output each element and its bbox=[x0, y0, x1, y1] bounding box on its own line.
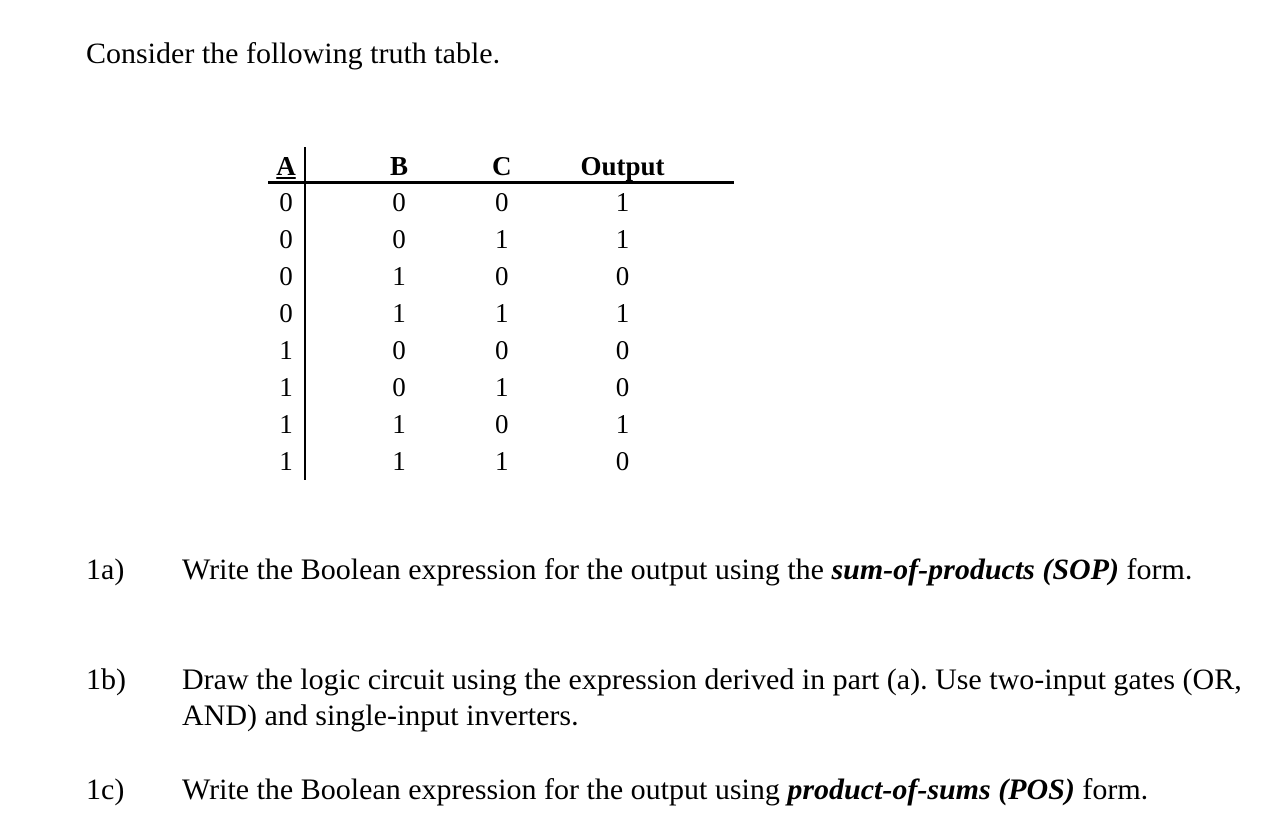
cell-a: 1 bbox=[268, 369, 305, 406]
cell-c: 1 bbox=[495, 372, 509, 402]
cell-b: 0 bbox=[392, 187, 406, 217]
question-number: 1c) bbox=[86, 773, 125, 806]
cell-output: 0 bbox=[615, 372, 630, 402]
table-row bbox=[268, 258, 734, 295]
question-text-after: form. bbox=[1119, 553, 1193, 586]
table-row bbox=[268, 332, 734, 369]
question-text bbox=[182, 552, 1242, 588]
cell-output: 0 bbox=[615, 446, 630, 476]
cell-c: 1 bbox=[495, 298, 509, 328]
cell-b: 1 bbox=[392, 261, 406, 291]
cell-a: 1 bbox=[268, 443, 305, 480]
cell-b: 0 bbox=[392, 335, 406, 365]
cell-c: 0 bbox=[495, 335, 509, 365]
truth-table bbox=[268, 147, 734, 480]
question-text-before: Write the Boolean expression for the output using the bbox=[182, 553, 832, 586]
cell-a: 0 bbox=[268, 221, 305, 258]
cell-c: 0 bbox=[495, 261, 509, 291]
cell-b: 0 bbox=[392, 224, 406, 254]
table-row bbox=[268, 183, 734, 222]
table-row bbox=[268, 221, 734, 258]
cell-a: 1 bbox=[268, 406, 305, 443]
cell-c: 0 bbox=[495, 409, 509, 439]
cell-output: 0 bbox=[615, 335, 630, 365]
cell-output: 1 bbox=[615, 409, 630, 439]
cell-a: 0 bbox=[268, 258, 305, 295]
cell-a: 1 bbox=[268, 332, 305, 369]
cell-c: 1 bbox=[495, 224, 509, 254]
intro-text: Consider the following truth table. bbox=[86, 37, 501, 70]
truth-table-header-row bbox=[268, 147, 734, 183]
cell-output: 1 bbox=[615, 298, 630, 328]
table-row bbox=[268, 443, 734, 480]
cell-b: 1 bbox=[392, 298, 406, 328]
header-output: Output bbox=[512, 147, 734, 183]
question-number: 1b) bbox=[86, 663, 126, 696]
cell-b: 0 bbox=[392, 372, 406, 402]
cell-output: 1 bbox=[615, 187, 630, 217]
question-number: 1a) bbox=[86, 553, 125, 586]
cell-output: 0 bbox=[615, 261, 630, 291]
cell-c: 1 bbox=[495, 446, 509, 476]
cell-b: 1 bbox=[392, 409, 406, 439]
question-text-before: Draw the logic circuit using the expression derived in part (a). Use two-input gates (OR, AND) and single-input inverters. bbox=[182, 663, 1242, 732]
header-a: A bbox=[268, 147, 305, 183]
question-text-before: Write the Boolean expression for the output using bbox=[182, 773, 788, 806]
cell-output: 1 bbox=[615, 224, 630, 254]
question-text-after: form. bbox=[1074, 773, 1149, 806]
header-c: C bbox=[492, 147, 512, 183]
question-emphasis: product-of-sums (POS) bbox=[787, 773, 1075, 806]
cell-c: 0 bbox=[495, 187, 509, 217]
cell-a: 0 bbox=[268, 183, 305, 222]
question-text bbox=[182, 772, 1242, 808]
question-text bbox=[182, 662, 1242, 734]
table-row bbox=[268, 295, 734, 332]
table-row bbox=[268, 369, 734, 406]
cell-b: 1 bbox=[392, 446, 406, 476]
question-emphasis: sum-of-products (SOP) bbox=[831, 553, 1119, 586]
cell-a: 0 bbox=[268, 295, 305, 332]
table-row bbox=[268, 406, 734, 443]
header-b: B bbox=[305, 147, 492, 183]
